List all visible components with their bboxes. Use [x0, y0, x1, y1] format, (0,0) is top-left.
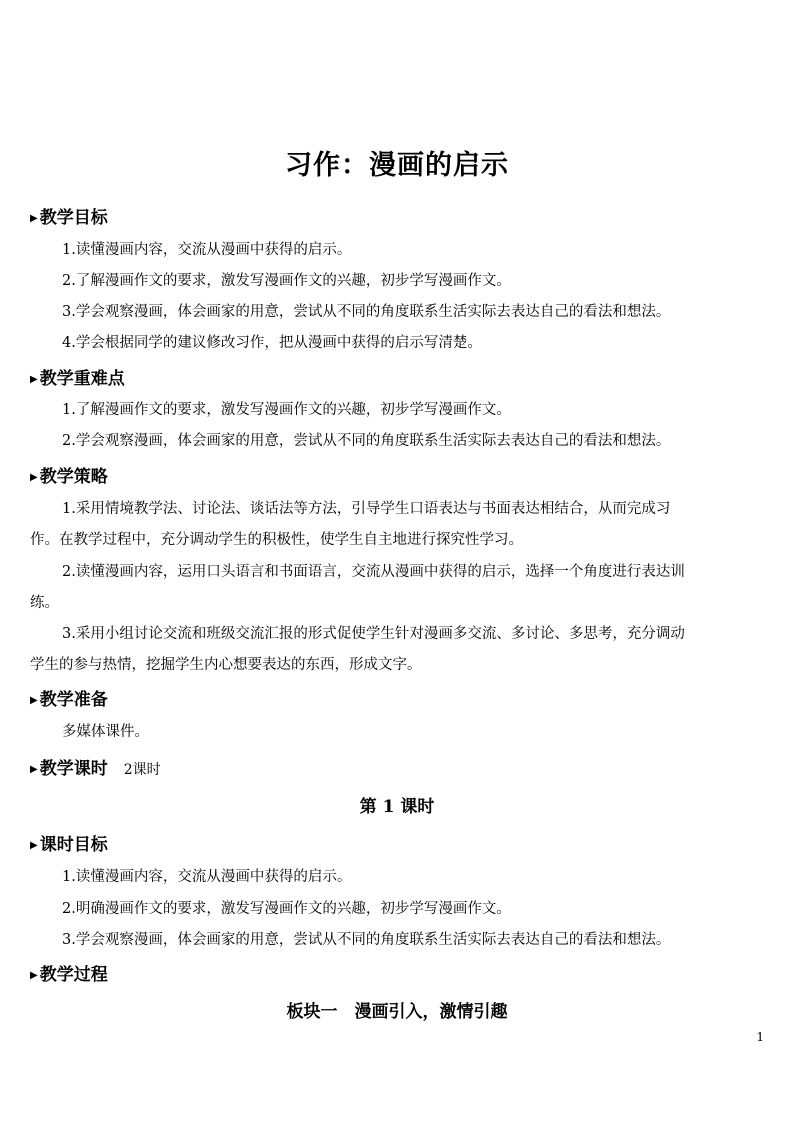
class-hours-value: 2课时 [123, 762, 161, 778]
strategy-item-line: 作。在教学过程中，充分调动学生的积极性，使学生自主地进行探究性学习。 [30, 532, 523, 548]
lesson-goal-item: 1.读懂漫画内容，交流从漫画中获得的启示。 [62, 869, 352, 885]
strategy-item-line: 2.读懂漫画内容，运用口头语言和书面语言，交流从漫画中获得的启示，选择一个角度进行表达训 [62, 564, 685, 580]
goal-item: 2.了解漫画作文的要求，激发写漫画作文的兴趣，初步学写漫画作文。 [62, 273, 511, 289]
heading-teaching-goals: ▶ 教学目标 [30, 208, 108, 228]
page-number: 1 [756, 1030, 764, 1044]
triangle-bullet-icon: ▶ [30, 764, 38, 775]
heading-preparation: ▶ 教学准备 [30, 690, 108, 710]
triangle-bullet-icon: ▶ [30, 213, 38, 224]
lesson-goal-item: 3.学会观察漫画，体会画家的用意，尝试从不同的角度联系生活实际去表达自己的看法和想法。 [62, 932, 671, 948]
heading-teaching-process: ▶ 教学过程 [30, 965, 108, 985]
goal-item: 4.学会根据同学的建议修改习作，把从漫画中获得的启示写清楚。 [62, 335, 482, 351]
heading-strategy: ▶ 教学策略 [30, 467, 108, 487]
strategy-item-line: 3.采用小组讨论交流和班级交流汇报的形式促使学生针对漫画多交流、多讨论、多思考，充分调动 [62, 626, 685, 642]
lesson-1-heading: 第 1 课时 [359, 797, 435, 817]
lesson-goal-item: 2.明确漫画作文的要求，激发写漫画作文的兴趣，初步学写漫画作文。 [62, 901, 511, 917]
strategy-item-line: 练。 [30, 595, 59, 611]
triangle-bullet-icon: ▶ [30, 472, 38, 483]
key-point-item: 1.了解漫画作文的要求，激发写漫画作文的兴趣，初步学写漫画作文。 [62, 402, 511, 418]
heading-class-hours: ▶ 教学课时 2课时 [30, 759, 161, 779]
strategy-item-line: 1.采用情境教学法、讨论法、谈话法等方法，引导学生口语表达与书面表达相结合，从而完成习 [62, 501, 671, 517]
triangle-bullet-icon: ▶ [30, 840, 38, 851]
triangle-bullet-icon: ▶ [30, 970, 38, 981]
heading-lesson-goals: ▶ 课时目标 [30, 835, 108, 855]
preparation-text: 多媒体课件。 [62, 724, 149, 740]
strategy-item-line: 学生的参与热情，挖掘学生内心想要表达的东西，形成文字。 [30, 657, 422, 673]
block-1-title: 板块一 漫画引入，激情引趣 [286, 1002, 508, 1022]
heading-key-points: ▶ 教学重难点 [30, 369, 125, 389]
goal-item: 1.读懂漫画内容，交流从漫画中获得的启示。 [62, 242, 352, 258]
triangle-bullet-icon: ▶ [30, 695, 38, 706]
triangle-bullet-icon: ▶ [30, 374, 38, 385]
document-title: 习作：漫画的启示 [285, 150, 509, 181]
goal-item: 3.学会观察漫画，体会画家的用意，尝试从不同的角度联系生活实际去表达自己的看法和想法。 [62, 304, 671, 320]
key-point-item: 2.学会观察漫画，体会画家的用意，尝试从不同的角度联系生活实际去表达自己的看法和想法。 [62, 433, 671, 449]
